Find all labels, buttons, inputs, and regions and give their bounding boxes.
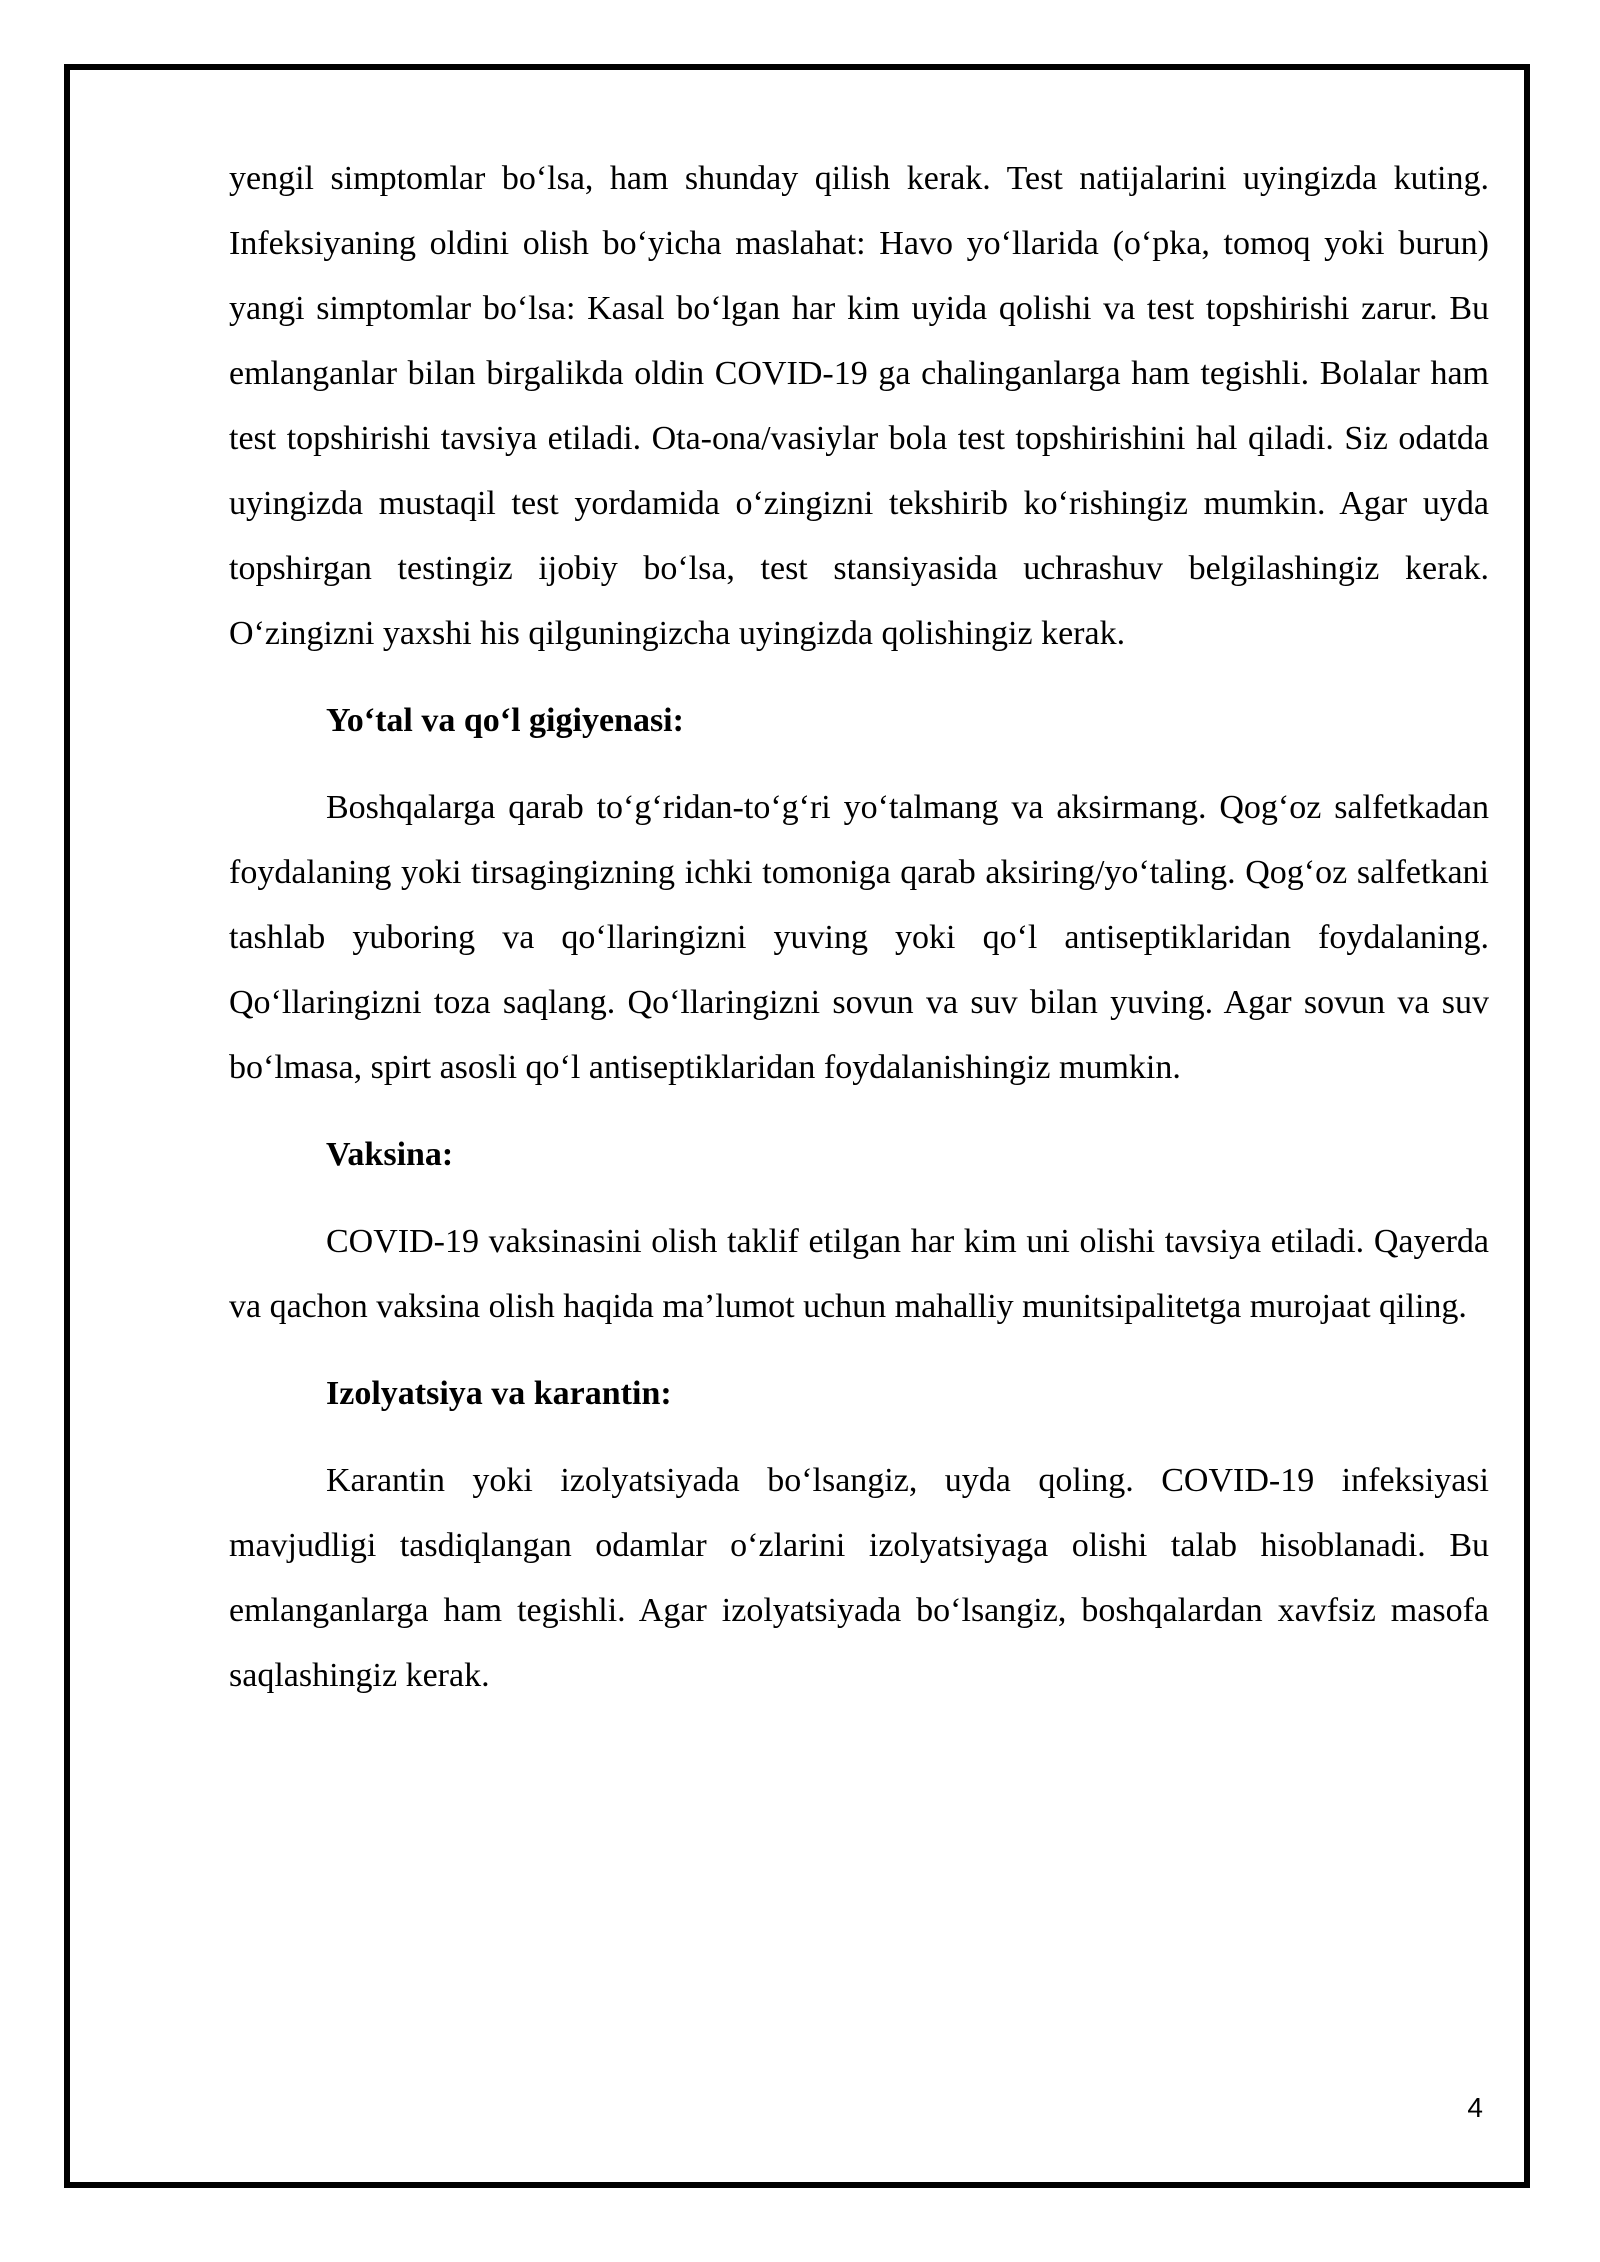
section-heading-hygiene: Yo‘tal va qo‘l gigiyenasi: — [326, 702, 684, 739]
section-body-isolation: Karantin yoki izolyatsiyada bo‘lsangiz, uyda qoling. COVID-19 infeksiyasi mavjudligi tasdiqlangan odamlar o‘zlarini izolyatsiyaga olishi talab hisoblanadi. Bu emlanganlarga ham tegishli. Agar izolyatsiyada bo‘lsangiz, boshqalardan xavfsiz masofa saqlashingiz kerak. — [229, 1462, 1489, 1694]
section-heading-vaccine: Vaksina: — [326, 1136, 454, 1173]
intro-paragraph: yengil simptomlar bo‘lsa, ham shunday qilish kerak. Test natijalarini uyingizda kuting. Infeksiyaning oldini olish bo‘yicha maslahat: Havo yo‘llarida (o‘pka, tomoq yoki burun) yangi simptomlar bo‘lsa: Kasal bo‘lgan har kim uyida qolishi va test topshirishi zarur. Bu emlanganlar bilan birgalikda oldin COVID-19 ga chalinganlarga ham tegishli. Bolalar ham test topshirishi tavsiya etiladi. Ota-ona/vasiylar bola test topshirishini hal qiladi. Siz odatda uyingizda mustaqil test yordamida o‘zingizni tekshirib ko‘rishingiz mumkin. Agar uyda topshirgan testingiz ijobiy bo‘lsa, test stansiyasida uchrashuv belgilashingiz kerak. O‘zingizni yaxshi his qilguningizcha uyingizda qolishingiz kerak. — [229, 160, 1489, 652]
section-body-hygiene: Boshqalarga qarab to‘g‘ridan-to‘g‘ri yo‘talmang va aksirmang. Qog‘oz salfetkadan foydalaning yoki tirsagingizning ichki tomoniga qarab aksiring/yo‘taling. Qog‘oz salfetkani tashlab yuboring va qo‘llaringizni yuving yoki qo‘l antiseptiklaridan foydalaning. Qo‘llaringizni toza saqlang. Qo‘llaringizni sovun va suv bilan yuving. Agar sovun va suv bo‘lmasa, spirt asosli qo‘l antiseptiklaridan foydalanishingiz mumkin. — [229, 789, 1489, 1086]
section-body-vaccine: COVID-19 vaksinasini olish taklif etilgan har kim uni olishi tavsiya etiladi. Qayerda va qachon vaksina olish haqida ma’lumot uchun mahalliy munitsipalitetga murojaat qiling. — [229, 1223, 1489, 1325]
document-body — [229, 146, 1489, 1708]
page-number: 4 — [1467, 2092, 1483, 2123]
section-heading-isolation: Izolyatsiya va karantin: — [326, 1375, 672, 1412]
